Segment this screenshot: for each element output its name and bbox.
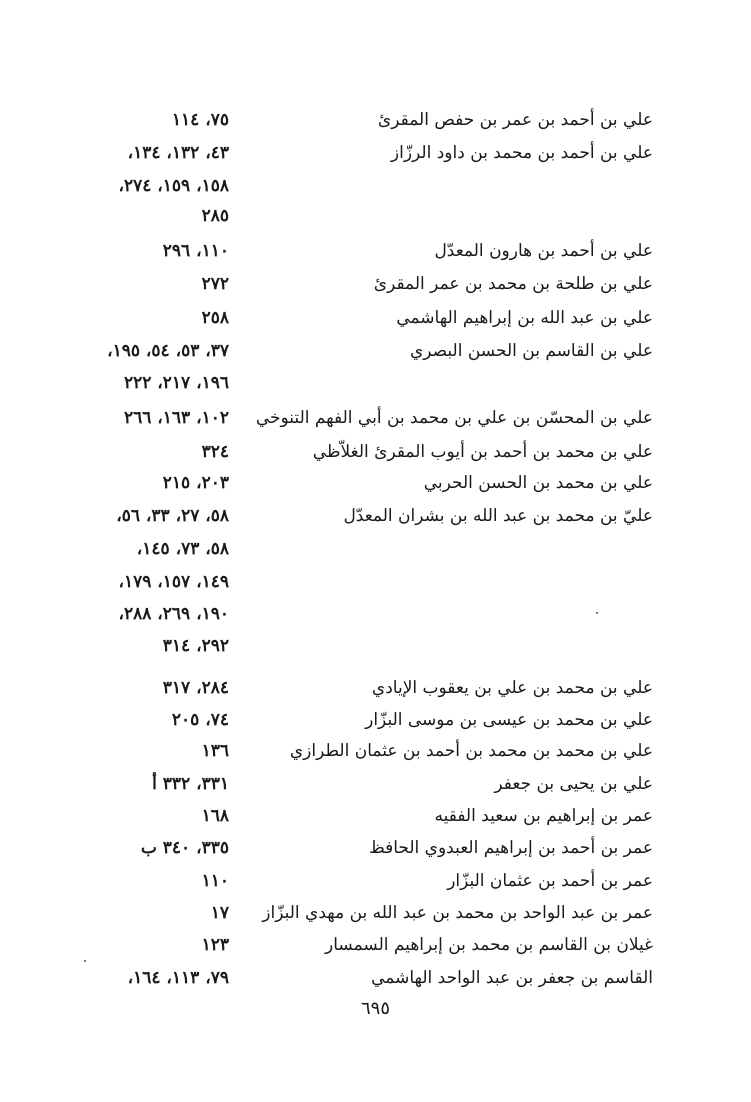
entry-pages: ٧٥، ١١٤ <box>171 110 229 130</box>
index-entry <box>0 672 751 704</box>
index-entry <box>0 302 751 334</box>
scan-speck <box>596 612 598 614</box>
entry-name: علي بن أحمد بن عمر بن حفص المقرئ <box>377 110 653 130</box>
entry-name: علي بن القاسم بن الحسن البصري <box>410 341 653 361</box>
index-entry <box>0 268 751 300</box>
entry-pages: ١١٠، ٢٩٦ <box>162 241 229 261</box>
entry-name: علي بن طلحة بن محمد بن عمر المقرئ <box>373 274 653 294</box>
entry-pages: ٢٨٥ <box>201 206 229 226</box>
index-entry <box>0 768 751 800</box>
index-entry <box>0 962 751 994</box>
entry-pages: ١٤٩، ١٥٧، ١٧٩، <box>118 572 229 592</box>
entry-pages: ٤٣، ١٣٢، ١٣٤، <box>127 143 229 163</box>
entry-pages: ١٣٦ <box>201 741 229 761</box>
entry-pages: ٣٢٤ <box>201 442 229 462</box>
entry-pages: ٥٨، ٧٣، ١٤٥، <box>136 539 229 559</box>
entry-name: عمر بن إبراهيم بن سعيد الفقيه <box>434 806 653 826</box>
entry-name: القاسم بن جعفر بن عبد الواحد الهاشمي <box>371 968 653 988</box>
index-entry <box>0 800 751 832</box>
index-entry <box>0 170 751 202</box>
entry-pages: ١٦٨ <box>201 806 229 826</box>
index-entry <box>0 630 751 662</box>
index-entry <box>0 704 751 736</box>
entry-pages: ٣٣٥، ٣٤٠ ب <box>140 838 229 858</box>
entry-name: علي بن محمد بن الحسن الحربي <box>423 473 653 493</box>
index-entry <box>0 137 751 169</box>
entry-pages: ١١٠ <box>201 871 229 891</box>
index-entry <box>0 500 751 532</box>
entry-pages: ٧٤، ٢٠٥ <box>171 710 229 730</box>
entry-name: علي بن أحمد بن هارون المعدّل <box>434 241 653 261</box>
entry-name: عليّ بن محمد بن عبد الله بن بشران المعدّل <box>343 506 653 526</box>
entry-name: علي بن عبد الله بن إبراهيم الهاشمي <box>396 308 653 328</box>
index-entry <box>0 865 751 897</box>
entry-pages: ١٢٣ <box>201 935 229 955</box>
index-entry <box>0 929 751 961</box>
index-entry <box>0 436 751 468</box>
page-number: ٦٩٥ <box>360 998 390 1019</box>
index-entry <box>0 402 751 434</box>
entry-pages: ٢٧٢ <box>201 274 229 294</box>
entry-name: علي بن محمد بن عيسى بن موسى البزّار <box>365 710 653 730</box>
index-entry <box>0 598 751 630</box>
entry-name: عمر بن أحمد بن إبراهيم العبدوي الحافظ <box>368 838 653 858</box>
index-entry <box>0 104 751 136</box>
index-entry <box>0 566 751 598</box>
index-entry <box>0 832 751 864</box>
index-entry <box>0 367 751 399</box>
index-entry <box>0 467 751 499</box>
entry-name: غيلان بن القاسم بن محمد بن إبراهيم السمسار <box>325 935 653 955</box>
entry-name: علي بن أحمد بن محمد بن داود الرزّاز <box>390 143 653 163</box>
entry-pages: ٢٨٤، ٣١٧ <box>162 678 229 698</box>
index-entry <box>0 735 751 767</box>
entry-pages: ٣٧، ٥٣، ٥٤، ١٩٥، <box>107 341 229 361</box>
entry-pages: ١٩٦، ٢١٧، ٢٢٢ <box>123 373 229 393</box>
entry-pages: ٢٠٣، ٢١٥ <box>162 473 229 493</box>
index-entry <box>0 335 751 367</box>
scan-speck <box>84 960 86 962</box>
entry-pages: ٢٩٢، ٣١٤ <box>162 636 229 656</box>
entry-pages: ٥٨، ٢٧، ٣٣، ٥٦، <box>116 506 229 526</box>
entry-pages: ١٧ <box>210 903 229 923</box>
entry-name: علي بن يحيى بن جعفر <box>494 774 653 794</box>
entry-pages: ٣٣١، ٣٣٢ أ <box>152 774 229 794</box>
index-entry <box>0 235 751 267</box>
entry-name: عمر بن أحمد بن عثمان البزّار <box>447 871 653 891</box>
index-entry <box>0 897 751 929</box>
entry-pages: ١٩٠، ٢٦٩، ٢٨٨، <box>118 604 229 624</box>
entry-pages: ٢٥٨ <box>201 308 229 328</box>
entry-pages: ١٠٢، ١٦٣، ٢٦٦ <box>123 408 229 428</box>
entry-name: علي بن محمد بن علي بن يعقوب الإيادي <box>371 678 653 698</box>
entry-name: علي بن محمد بن أحمد بن أيوب المقرئ الغلاّظي <box>312 442 653 462</box>
entry-pages: ١٥٨، ١٥٩، ٢٧٤، <box>118 176 229 196</box>
index-entry <box>0 200 751 232</box>
entry-pages: ٧٩، ١١٣، ١٦٤، <box>127 968 229 988</box>
entry-name: علي بن محمد بن محمد بن أحمد بن عثمان الطرازي <box>289 741 653 761</box>
entry-name: عمر بن عبد الواحد بن محمد بن عبد الله بن مهدي البزّاز <box>262 903 653 923</box>
index-entry <box>0 533 751 565</box>
entry-name: علي بن المحسّن بن علي بن محمد بن أبي الفهم التنوخي <box>255 408 653 428</box>
